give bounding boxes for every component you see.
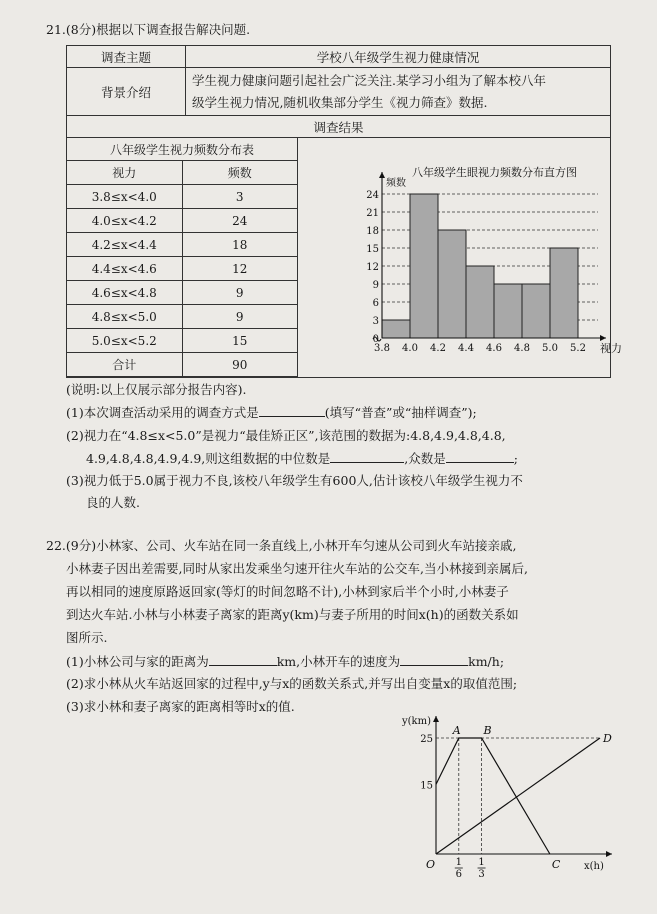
table-row	[67, 185, 298, 209]
q21-part-3-line-2: 良的人数.	[86, 495, 140, 510]
q22-line-2: 小林妻子因出差需要,同时从家出发乘坐匀速开往火车站的公交车,当小林接到亲属后,	[66, 561, 528, 576]
range-cell: 4.6≤x<4.8	[67, 281, 183, 305]
q22-part-1-text-c: km/h;	[468, 654, 505, 669]
y-tick-label: 25	[420, 734, 433, 745]
x-axis-label: x(h)	[584, 861, 604, 872]
frequency-cell: 9	[182, 281, 298, 305]
histogram-bar	[522, 284, 550, 338]
origin-label: O	[426, 858, 436, 871]
results-label: 调查结果	[67, 116, 611, 138]
range-cell: 4.8≤x<5.0	[67, 305, 183, 329]
q21-part-2-line-1: (2)视力在“4.8≤x<5.0”是视力“最佳矫正区”,该范围的数据为:4.8,4.9,4.8,4.8,	[66, 428, 506, 443]
husband-distance-line	[436, 738, 550, 854]
q21-part-2-line-2	[86, 450, 518, 467]
topic-label: 调查主题	[67, 46, 186, 68]
q22-part-1-text-b: km,小林开车的速度为	[276, 654, 401, 669]
x-tick-label	[478, 857, 486, 880]
q21-header: 21.(8分)根据以下调查报告解决问题.	[46, 22, 251, 37]
point-label: C	[551, 858, 561, 871]
range-cell: 4.2≤x<4.4	[67, 233, 183, 257]
q22-part-1	[66, 653, 504, 670]
q21-part-2-text-d: ;	[513, 451, 518, 466]
x-axis-arrow-icon	[600, 335, 606, 341]
y-tick-label: 0	[372, 334, 379, 345]
histogram-bar	[438, 230, 466, 338]
results-cell	[67, 138, 622, 378]
answer-blank[interactable]	[446, 450, 514, 463]
column-header-frequency: 频数	[182, 161, 298, 185]
q22-line-5: 图所示.	[66, 630, 108, 645]
background-line-2: 级学生视力情况,随机收集部分学生《视力筛查》数据.	[192, 94, 488, 110]
x-tick-label: 5.0	[542, 343, 558, 354]
y-tick-label: 18	[366, 226, 379, 237]
q21-part-2-text-b: 4.9,4.8,4.8,4.9,4.9,则这组数据的中位数是	[86, 451, 331, 466]
chart-title: 八年级学生眼视力频数分布直方图	[412, 166, 577, 179]
x-tick-label: 4.8	[514, 343, 530, 354]
q22-part-2: (2)求小林从火车站返回家的过程中,y与x的函数关系式,并写出自变量x的取值范围;	[66, 676, 518, 691]
x-tick-label: 3.8	[374, 343, 390, 354]
table-row	[67, 329, 298, 353]
y-axis-label: y(km)	[402, 716, 431, 727]
frequency-cell: 15	[182, 329, 298, 353]
q22-part-3: (3)求小林和妻子离家的距离相等时x的值.	[66, 699, 295, 714]
x-tick-label: 5.2	[570, 343, 586, 354]
q21-part-3-line-1: (3)视力低于5.0属于视力不良,该校八年级学生有600人,估计该校八年级学生视力不	[66, 473, 523, 488]
q22-line-3: 再以相同的速度原路返回家(等灯的时间忽略不计),小林到家后半个小时,小林妻子	[66, 584, 509, 599]
x-tick-label	[455, 857, 463, 880]
background-line-1: 学生视力健康问题引起社会广泛关注.某学习小组为了解本校八年	[192, 72, 546, 88]
frequency-table-wrapper	[66, 137, 298, 377]
function-graph	[390, 708, 620, 884]
x-axis-label: 视力	[600, 342, 622, 355]
table-row	[67, 305, 298, 329]
answer-blank[interactable]	[400, 653, 468, 666]
frequency-cell: 24	[182, 209, 298, 233]
answer-blank[interactable]	[259, 404, 325, 417]
x-tick-label: 4.6	[486, 343, 502, 354]
histogram-bar	[494, 284, 522, 338]
x-tick-label: 4.2	[430, 343, 446, 354]
q21-part-1-text-a: (1)本次调查活动采用的调查方式是	[66, 405, 259, 420]
survey-table	[66, 45, 622, 378]
table-row	[67, 257, 298, 281]
histogram-bar	[410, 194, 438, 338]
total-value: 90	[182, 353, 298, 377]
answer-blank[interactable]	[330, 450, 404, 463]
frequency-table-title: 八年级学生视力频数分布表	[67, 138, 298, 161]
histogram-bar	[466, 266, 494, 338]
frequency-cell: 12	[182, 257, 298, 281]
x-tick-label: 4.0	[402, 343, 418, 354]
point-label: A	[452, 724, 461, 737]
table-row	[67, 209, 298, 233]
total-row	[67, 353, 298, 377]
y-tick-label: 21	[366, 208, 379, 219]
y-tick-label: 12	[366, 262, 379, 273]
range-cell: 4.0≤x<4.2	[67, 209, 183, 233]
x-tick-label: 4.4	[458, 343, 474, 354]
y-tick-label: 9	[372, 280, 379, 291]
frequency-table	[66, 137, 298, 377]
y-axis-arrow-icon	[433, 716, 439, 722]
column-header-vision: 视力	[67, 161, 183, 185]
histogram-chart	[317, 158, 622, 358]
q21-part-2-text-c: ,众数是	[404, 451, 446, 466]
y-tick-label: 6	[372, 298, 379, 309]
y-tick-label: 15	[420, 780, 433, 792]
frequency-cell: 9	[182, 305, 298, 329]
table-row	[67, 233, 298, 257]
table-row	[67, 281, 298, 305]
topic-value: 学校八年级学生视力健康情况	[186, 46, 611, 68]
y-tick-label: 15	[366, 244, 379, 255]
range-cell: 3.8≤x<4.0	[67, 185, 183, 209]
total-label: 合计	[67, 353, 183, 377]
range-cell: 5.0≤x<5.2	[67, 329, 183, 353]
point-label: D	[603, 732, 612, 745]
y-axis-label: 频数	[386, 178, 406, 189]
frequency-cell: 18	[182, 233, 298, 257]
wife-distance-line	[436, 738, 600, 854]
histogram-bar	[382, 320, 410, 338]
fraction-label: 1 3	[478, 857, 485, 880]
histogram-bar	[550, 248, 578, 338]
point-label: B	[483, 724, 492, 737]
answer-blank[interactable]	[209, 653, 277, 666]
q22-line-4: 到达火车站.小林与小林妻子离家的距离y(km)与妻子所用的时间x(h)的函数关系如	[66, 607, 519, 622]
background-label: 背景介绍	[67, 68, 186, 116]
fraction-label: 1 6	[455, 857, 462, 880]
q21-note: (说明:以上仅展示部分报告内容).	[66, 382, 247, 397]
background-text	[186, 68, 611, 116]
frequency-cell: 3	[182, 185, 298, 209]
q21-part-1-text-b: (填写“普查”或“抽样调查”);	[324, 405, 477, 420]
q21-part-1	[66, 404, 477, 421]
y-tick-label: 3	[372, 316, 379, 327]
y-tick-label: 24	[366, 190, 379, 201]
y-axis-arrow-icon	[379, 172, 385, 178]
q22-line-1: 22.(9分)小林家、公司、火车站在同一条直线上,小林开车匀速从公司到火车站接亲戚,	[46, 538, 517, 553]
x-axis-arrow-icon	[606, 851, 612, 857]
q22-part-1-text-a: (1)小林公司与家的距离为	[66, 654, 209, 669]
range-cell: 4.4≤x<4.6	[67, 257, 183, 281]
